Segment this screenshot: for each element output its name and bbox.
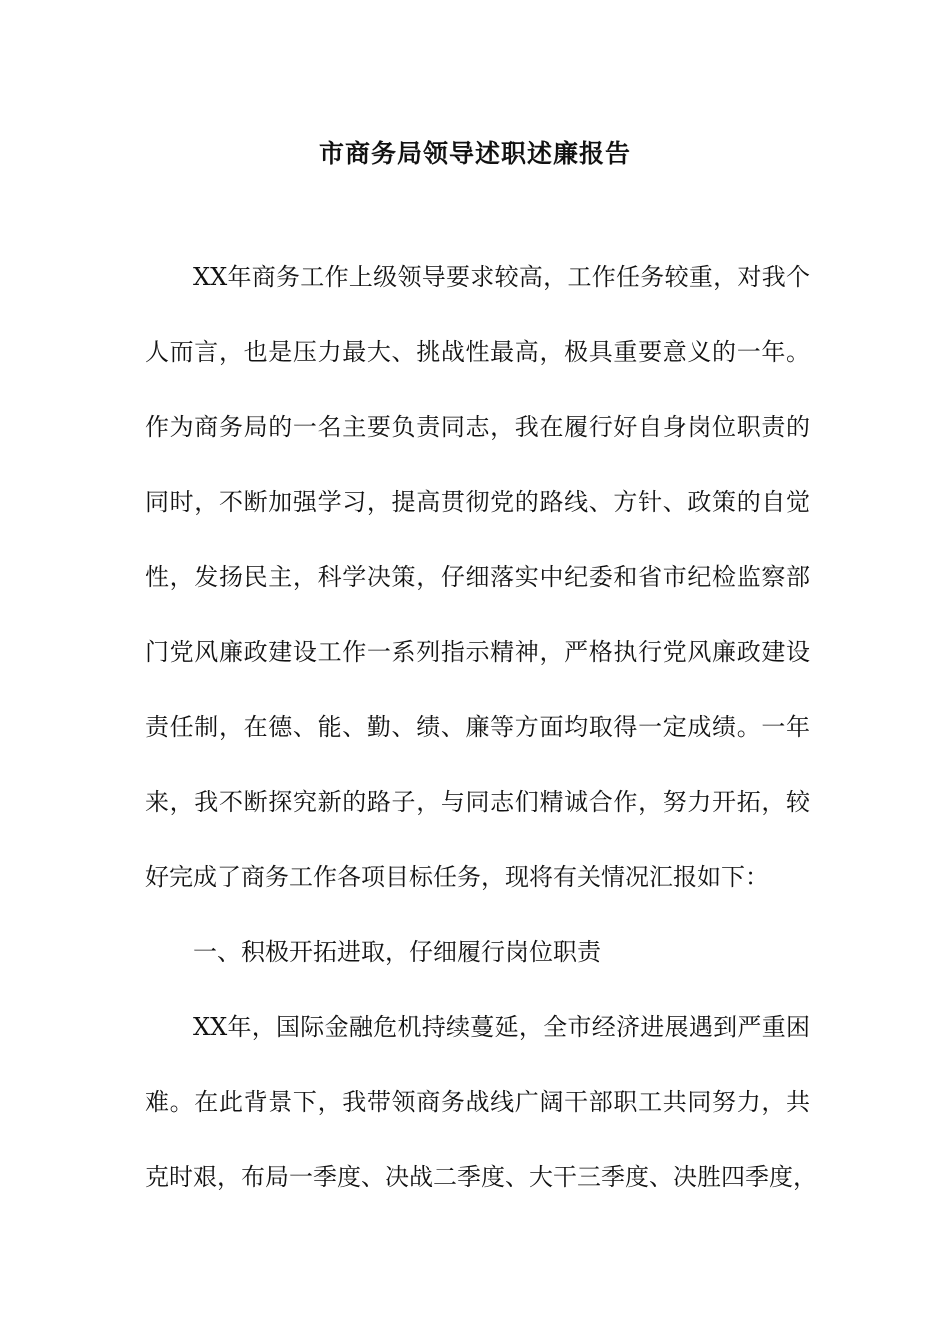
paragraph-line: 性，发扬民主，科学决策，仔细落实中纪委和省市纪检监察部 (145, 563, 810, 591)
paragraph-line: 作为商务局的一名主要负责同志，我在履行好自身岗位职责的 (145, 413, 810, 441)
document-body (145, 252, 817, 1227)
paragraph-line: 门党风廉政建设工作一系列指示精神，严格执行党风廉政建设 (145, 638, 810, 666)
paragraph-line: 难。在此背景下，我带领商务战线广阔干部职工共同努力，共 (145, 1088, 810, 1116)
section-heading: 一、积极开拓进取，仔细履行岗位职责 (193, 938, 601, 966)
paragraph-line: 好完成了商务工作各项目标任务，现将有关情况汇报如下： (145, 863, 769, 891)
paragraph-line: 克时艰，布局一季度、决战二季度、大干三季度、决胜四季度， (145, 1163, 817, 1191)
paragraph-line: 来，我不断探究新的路子，与同志们精诚合作，努力开拓，较 (145, 788, 810, 816)
paragraph-line: XX年，国际金融危机持续蔓延，全市经济进展遇到严重困 (193, 1013, 810, 1041)
paragraph-line: XX年商务工作上级领导要求较高，工作任务较重，对我个 (193, 263, 810, 291)
paragraph-line: 人而言，也是压力最大、挑战性最高，极具重要意义的一年。 (145, 338, 810, 366)
paragraph-line: 责任制，在德、能、勤、绩、廉等方面均取得一定成绩。一年 (145, 713, 810, 741)
document-title: 市商务局领导述职述廉报告 (318, 139, 631, 168)
paragraph-line: 同时，不断加强学习，提高贯彻党的路线、方针、政策的自觉 (145, 488, 810, 516)
